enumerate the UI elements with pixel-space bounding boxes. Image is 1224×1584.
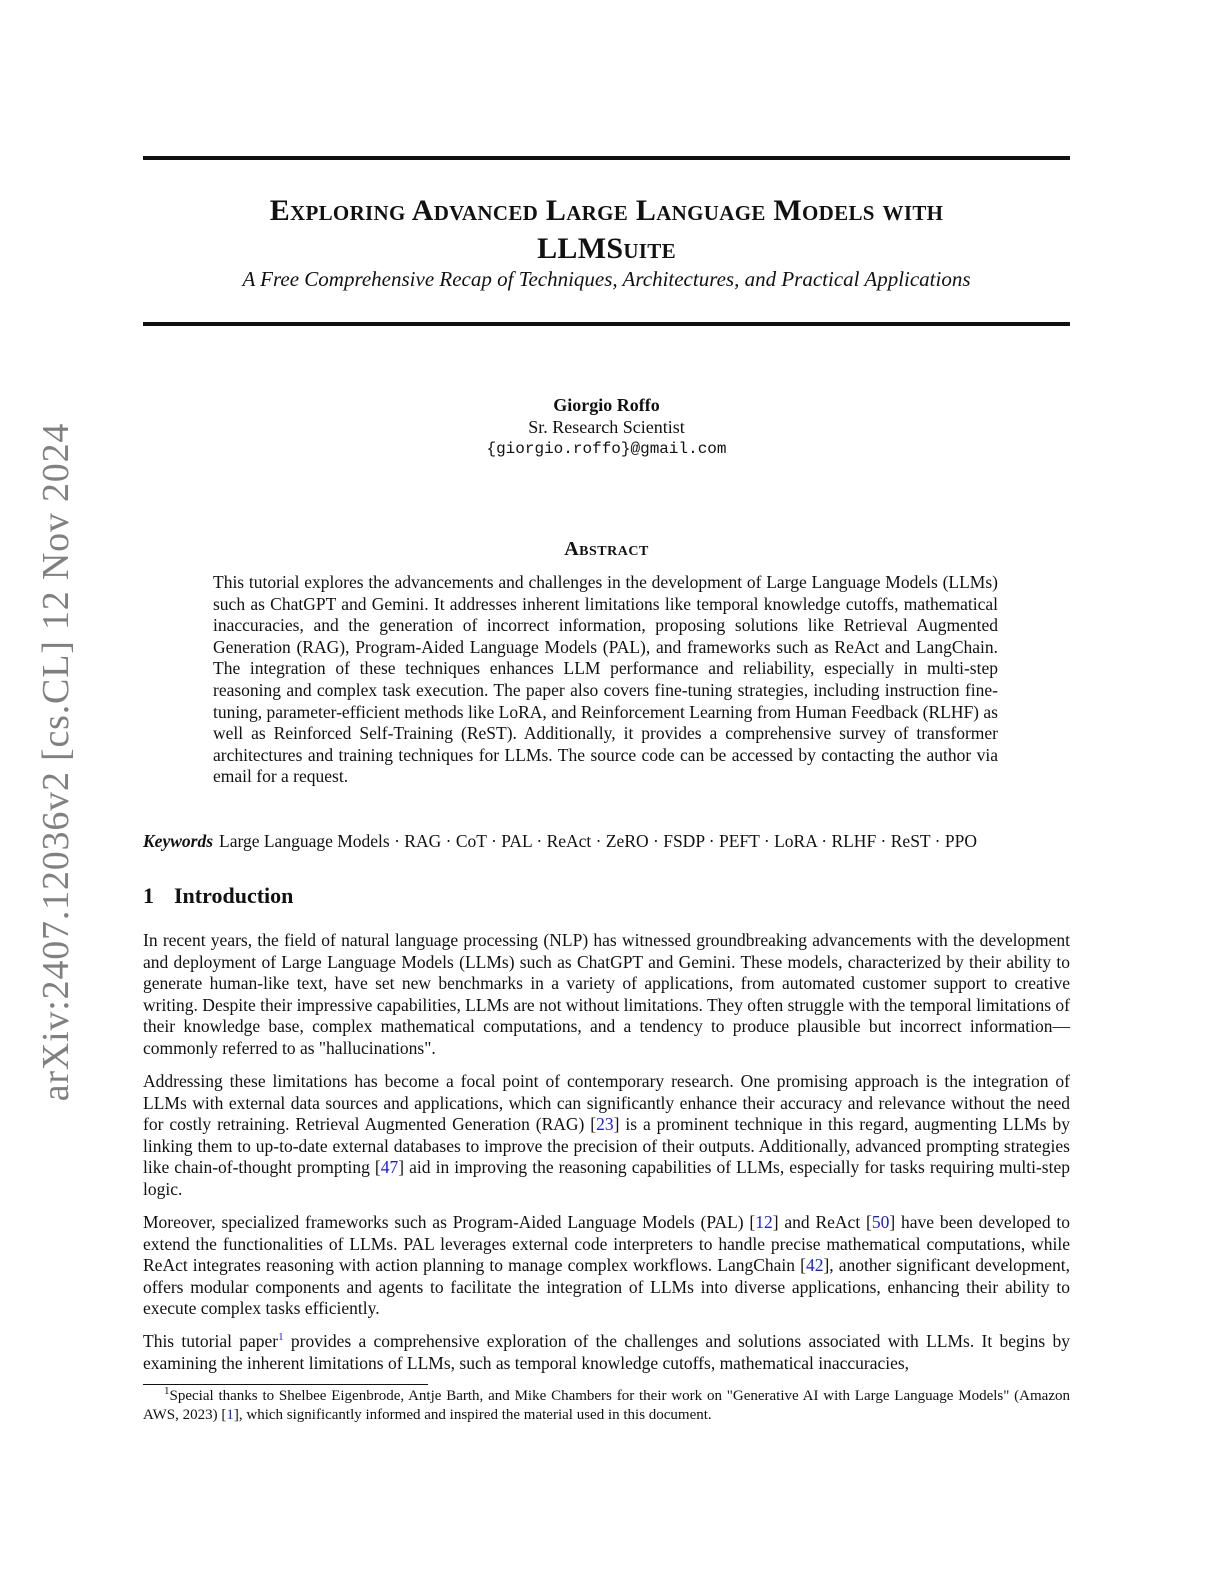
footnote-mark-link[interactable]: 1 [278,1331,284,1344]
citation-link[interactable]: 23 [596,1114,614,1135]
paragraph-text: ] and ReAct [ [772,1212,872,1232]
intro-paragraph-3 [143,1212,1070,1320]
abstract-heading: Abstract [564,538,649,560]
abstract-text: This tutorial explores the advancements and challenges in the development of Large Language Models (LLMs) such as ChatGPT and Gemini. It addresses inherent limitations like temporal knowledge cutoffs, mathematical inaccuracies, and the generation of incorrect information, proposing solutions like Retrieval Augmented Generation (RAG), Program-Aided Language Models (PAL), and frameworks such as ReAct and LangChain. The integration of these techniques enhances LLM performance and reliability, especially in multi-step reasoning and complex task execution. The paper also covers fine-tuning strategies, including instruction fine-tuning, parameter-efficient methods like LoRA, and Reinforcement Learning from Human Feedback (RLHF) as well as Reinforced Self-Training (ReST). Additionally, it provides a comprehensive survey of transformer architectures and training techniques for LLMs. The source code can be accessed by contacting the author via email for a request. [213,572,998,787]
paragraph-text: ] aid in improving the reasoning capabilities of LLMs, especially for tasks requiring multi-step logic. [143,1157,1070,1199]
author-block [143,394,1070,460]
author-role: Sr. Research Scientist [528,417,685,437]
citation-link[interactable]: 47 [380,1157,399,1178]
footnote-mark: 1 [164,1385,170,1397]
intro-paragraph-4 [143,1331,1070,1374]
arxiv-watermark: arXiv:2407.12036v2 [cs.CL] 12 Nov 2024 [35,422,77,1102]
section-title: Introduction [174,883,294,908]
title-rule-top [143,156,1070,160]
author-email[interactable]: {giorgio.roffo}@gmail.com [486,440,727,458]
paragraph-text: provides a comprehensive exploration of the challenges and solutions associated with LLMs. It begins by examining the inherent limitations of LLMs, such as temporal knowledge cutoffs, mathematical inaccuracies, [143,1331,1070,1373]
paper-subtitle: A Free Comprehensive Recap of Techniques, Architectures, and Practical Applications [242,267,971,291]
paragraph-text: ], another significant development, offers modular components and agents to facilitate the integration of LLMs into diverse applications, enhancing their ability to execute complex tasks efficiently. [143,1255,1071,1319]
paragraph-text: ] have been developed to extend the functionalities of LLMs. PAL leverages external code interpreters to handle precise mathematical computations, while ReAct integrates reasoning with action planning to manage complex workflows. LangChain [ [143,1212,1070,1276]
title-rule-bottom [143,322,1070,326]
paragraph-text: This tutorial paper [143,1331,279,1351]
footnote-text: ], which significantly informed and inspired the material used in this document. [233,1406,712,1423]
citation-link[interactable]: 42 [805,1255,824,1276]
footnote-text: Special thanks to Shelbee Eigenbrode, Antje Barth, and Mike Chambers for their work on "Generative AI with Large Language Models" (Amazon AWS, 2023) [ [143,1388,1070,1423]
paragraph-text: ] is a prominent technique in this regard, augmenting LLMs by linking them to up-to-date external databases to improve the precision of their outputs. Additionally, advanced prompting strategies like chain-of-thought prompting [ [143,1114,1070,1178]
author-name: Giorgio Roffo [553,395,660,415]
citation-link[interactable]: 1 [226,1406,234,1423]
keywords-label: Keywords [143,831,213,851]
title-line-2: LLMSuite [537,232,676,265]
paragraph-text: Moreover, specialized frameworks such as Program-Aided Language Models (PAL) [ [143,1212,756,1232]
intro-paragraph-2 [143,1071,1070,1201]
keywords-line [143,830,1070,852]
citation-link[interactable]: 50 [871,1212,890,1232]
footnote-rule [143,1384,428,1385]
section-number: 1 [143,883,154,908]
keywords-list: Large Language Models · RAG · CoT · PAL · ReAct · ZeRO · FSDP · PEFT · LoRA · RLHF · ReST · PPO [219,831,977,851]
paragraph-text: Addressing these limitations has become a focal point of contemporary research. One promising approach is the integration of LLMs with external data sources and applications, which can significantly enhance their accuracy and relevance without the need for costly retraining. Retrieval Augmented Generation (RAG) [ [143,1071,1070,1135]
footnote [143,1387,1070,1424]
paper-title [143,192,1070,268]
title-line-1: Exploring Advanced Large Language Models with [269,194,944,227]
section-heading-introduction [143,882,293,910]
citation-link[interactable]: 12 [755,1212,773,1232]
intro-paragraph-1: In recent years, the field of natural language processing (NLP) has witnessed groundbreaking advancements with the development and deployment of Large Language Models (LLMs) such as ChatGPT and Gemini. These models, characterized by their ability to generate human-like text, have set new benchmarks in a variety of applications, from automated customer support to creative writing. Despite their impressive capabilities, LLMs are not without limitations. They often struggle with the temporal limitations of their knowledge base, complex mathematical computations, and a tendency to produce plausible but incorrect information—commonly referred to as "hallucinations". [143,930,1071,1058]
